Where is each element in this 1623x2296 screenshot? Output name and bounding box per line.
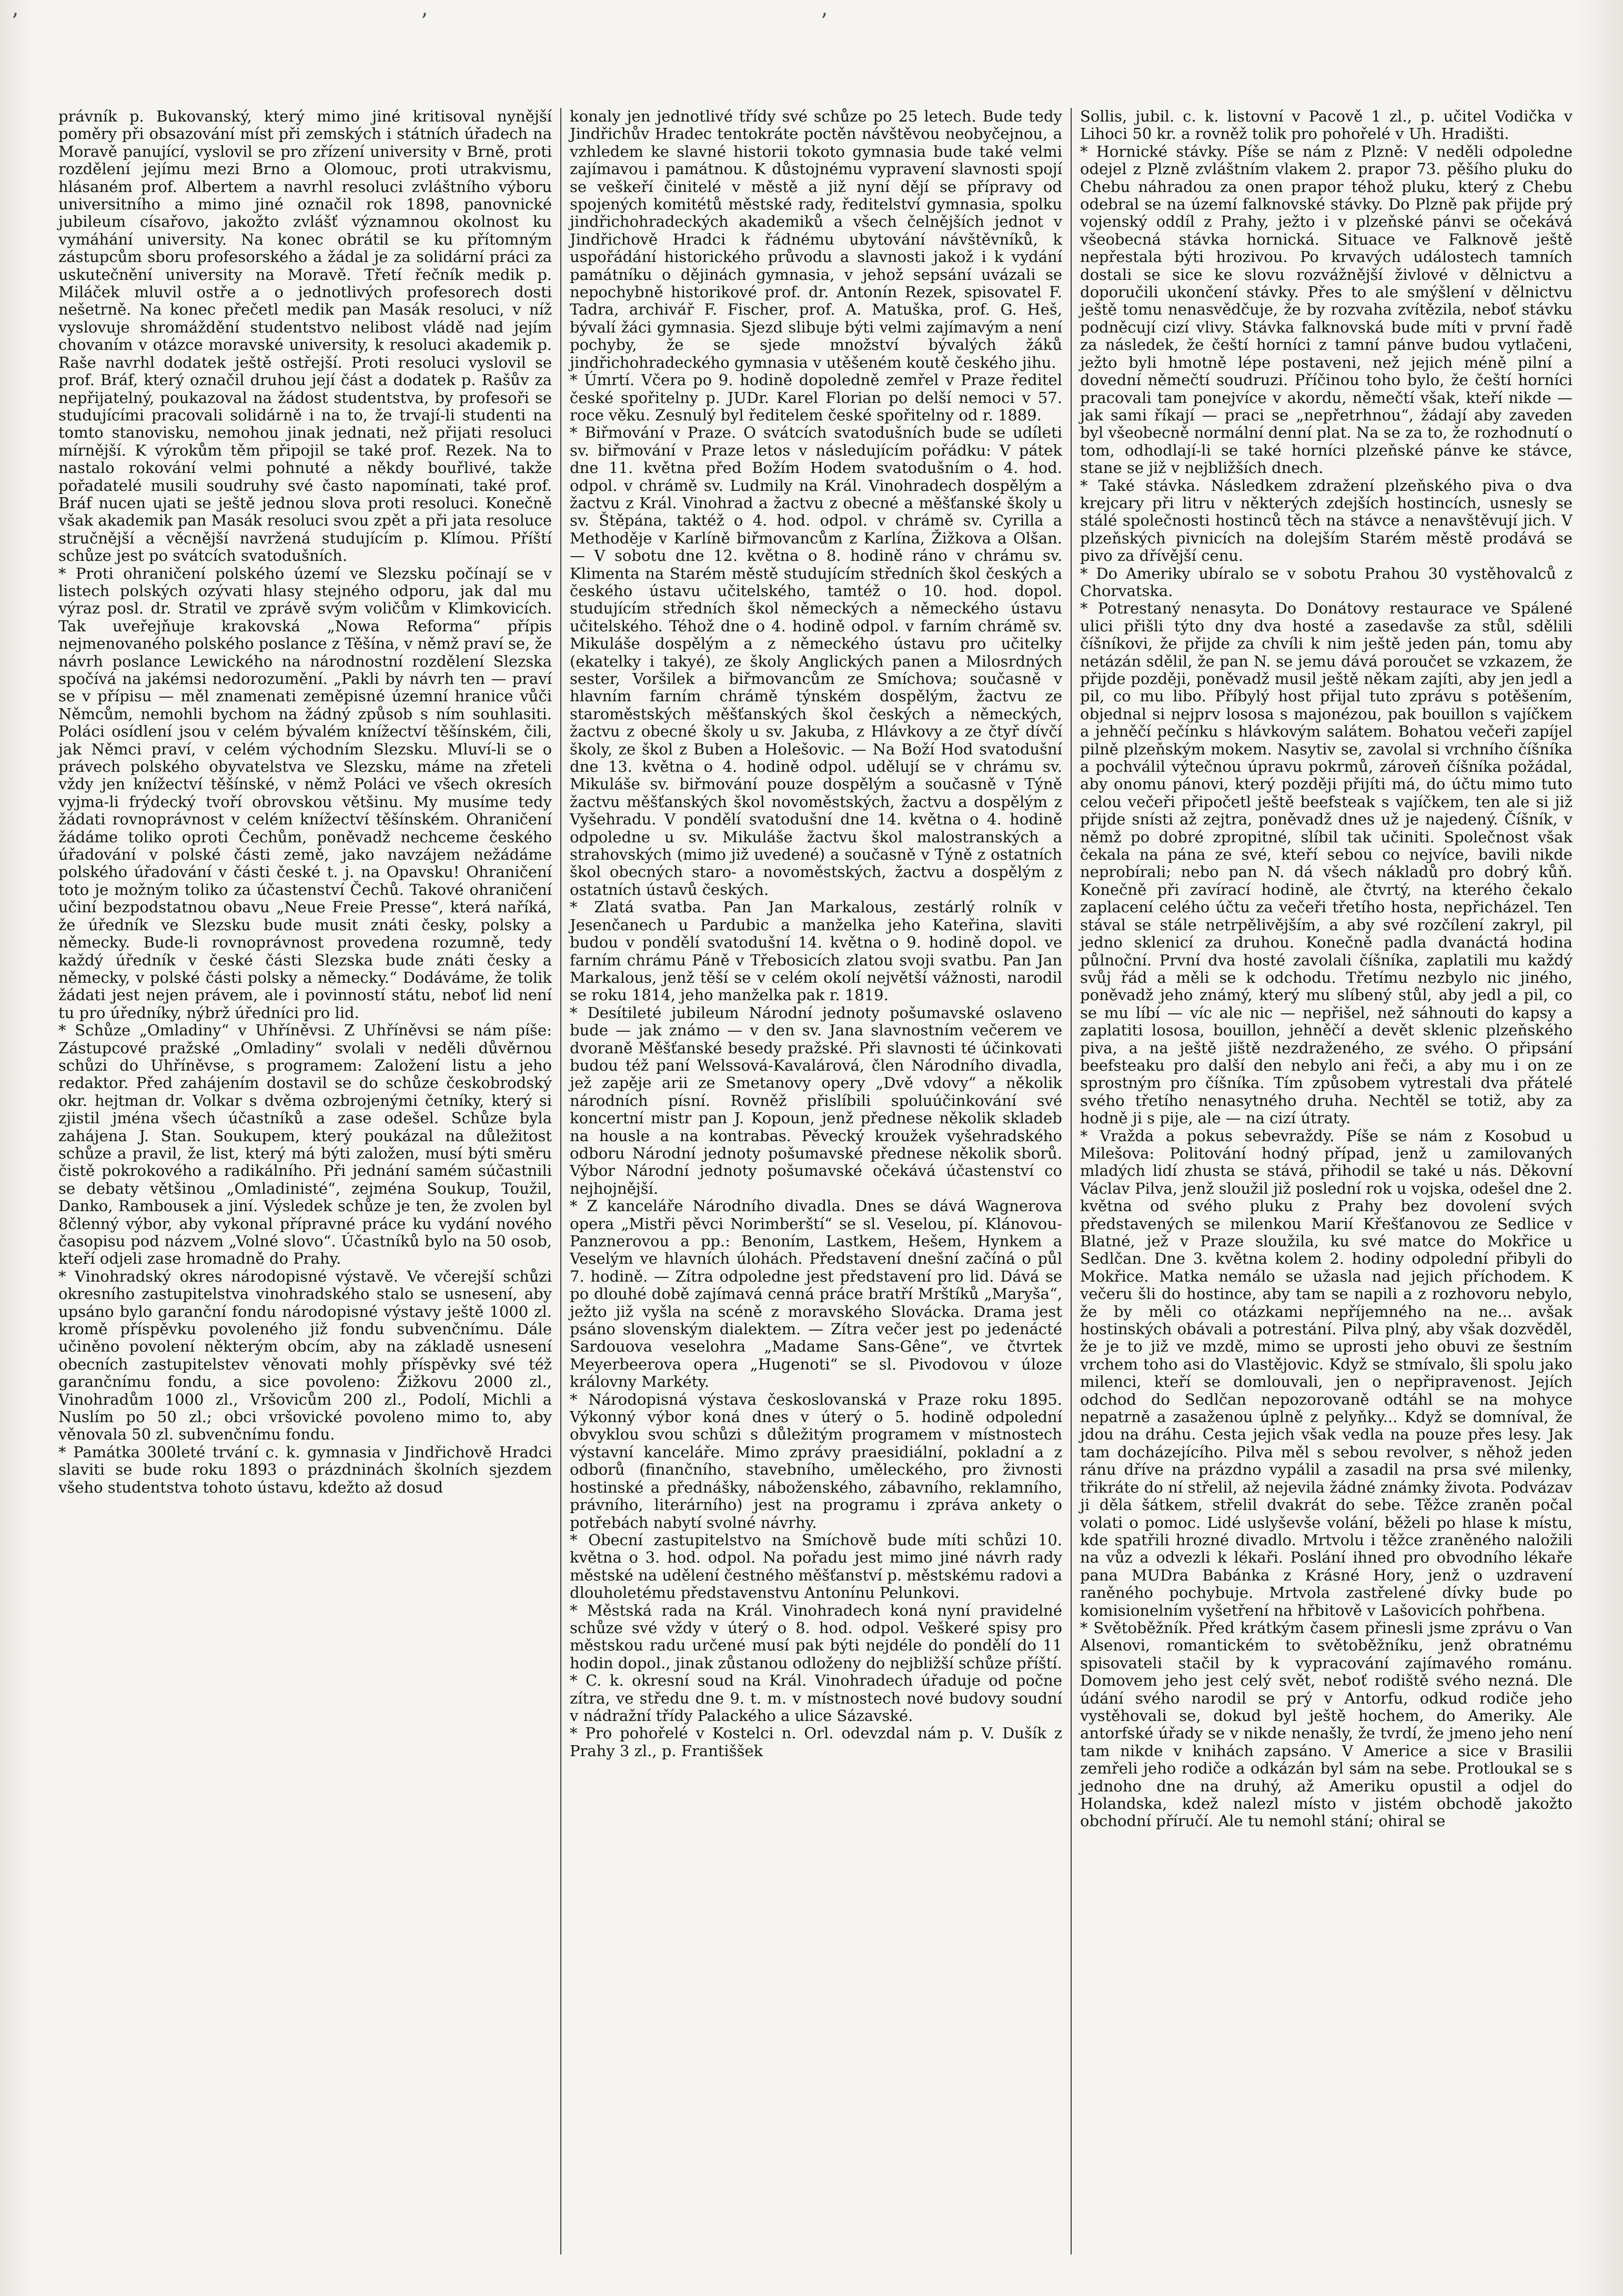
- column-2: [560, 108, 1071, 2254]
- column-1: [50, 108, 560, 2254]
- paragraph-university: právník p. Bukovanský, který mimo jiné kritisoval nynější poměry při obsazování míst při zemských i státních úřadech na Moravě panující, vyslovil se pro zřízení university v Brně, proti rozdělení jejímu mezi Brno a Olomouc, proti utrakvismu, hlásaném prof. Albertem a navrhl resoluci zvláštního výboru universitního a mimo jiné označil rok 1898, panovnické jubileum císařovo, jakožto zvlášť významnou okolnost ku vymáhání university. Na konec obrátil se ku přítomným zástupcům sboru profesorského a žádal je za solidární práci za uskutečnění university na Moravě. Třetí řečník medik p. Miláček mluvil ostře a o jednotlivých profesorech dosti nešetrně. Na konec přečetl medik pan Masák resoluci, v níž vyslovuje shromáždění studentstvo nelibost vládě nad jejím chovaním v otázce moravské university, k resoluci akademik p. Raše navrhl dodatek ještě ostřejší. Proti resoluci vyslovil se prof. Bráf, který označil druhou její část a dodatek p. Rašův za nepřijatelný, poukazoval na žádost studentstva, by profesoři se studujícími pracovali solidárně i na to, že trvají-li studenti na tomto stanovisku, nemohou jinak jednati, než přijati resoluci mírnější. K výrokům těm připojil se také prof. Rezek. Na to nastalo rokování velmi pohnuté a někdy bouřlivé, takže pořadatelé musili soudruhy své často napomínati, také prof. Bráf nucen ujati se ještě jednou slova proti resoluci. Konečně však akademik pan Masák resoluci svou zpět a při jata resoluce stručnější a věcnější navržená studujícím p. Klímou. Příští schůze jest po svátcích svatodušních.: [58, 108, 552, 565]
- paragraph-city-council: * Městská rada na Král. Vinohradech koná nyní pravidelné schůze své vždy v úterý o 8. hod. odpol. Veškeré spisy pro městskou radu určené musí pak býti nejdéle do pondělí do 11 hodin dopol., jinak zůstanou odloženy do nejbližší schůze příští.: [570, 1601, 1062, 1672]
- paragraph-america: * Do Ameriky ubíralo se v sobotu Prahou 30 vystěhovalců z Chorvatska.: [1080, 564, 1572, 600]
- paragraph-court: * C. k. okresní soud na Král. Vinohradech úřaduje od počne zítra, ve středu dne 9. t. m. v místnostech nové budovy soudní v nádražní třídy Palackého a ulice Sázavské.: [570, 1671, 1062, 1725]
- paragraph-vinohrady-exhibition: * Vinohradský okres národopisné výstavě. Ve včerejší schůzi okresního zastupitelstva vinohradského stalo se usnesení, aby upsáno bylo garanční fondu národopisné výstavy ještě 1000 zl. kromě příspěvku povoleného již fondu subvenčnímu. Dále učiněno povolení některým obcím, aby na základě usnesení obecních zastupitelstev věnovati mohly příspěvky své též garančnímu fondu, a sice povoleno: Žižkovu 2000 zl., Vinohradům 1000 zl., Vršovicům 200 zl., Podolí, Michli a Nuslím po 50 zl.; obci vršovické povoleno mimo to, aby věnovala 50 zl. subvenčnímu fondu.: [58, 1267, 552, 1444]
- paragraph-murder: * Vražda a pokus sebevraždy. Píše se nám z Kosobud u Milešova: Politování hodný případ, jenž u zamilovaných mladých lidí zhusta se stává, přihodil se také u nás. Děkovní Václav Pilva, jenž sloužil již poslední rok u vojska, odešel dne 2. května od svého pluku z Prahy bez dovolení svých představených se milenkou Marií Křešťanovou ze Sedlice v Blatné, jež v Praze sloužila, ku své matce do Mokřice u Sedlčan. Dne 3. května kolem 2. hodiny odpolední přibyli do Mokřice. Matka nemálo se užasla nad jejich příchodem. K večeru šli do hostince, aby tam se napili a z rozhovoru nebylo, že by měli co otázkami nepříjemného na ne... avšak hostinských obávali a potrestání. Pilva plný, aby však dozvěděl, že je to již ve mzdě, mimo se uprosti jeho obuvi ze šestním vrchem toho asi do Vlastějovic. Když se stmívalo, šli spolu jako milenci, kteří se domlouvali, jen o nepřipravenost. Jejích odchod do Sedlčan nepozorovaně odtáhl se na mohyce nepatrně a zasaženou úplně z pelyňky... Když se domníval, že jdou na dráhu. Cesta jejich však vedla na pouze přes lesy. Jak tam docházejícího. Pilva měl s sebou revolver, s něhož jeden ránu dříve na prázdno vypálil a zasadil na prsa své milenky, třikráte do ní střelil, až nejevila žádné známky života. Podvázav ji děla šátkem, střelil dvakrát do sebe. Těžce zraněn počal volati o pomoc. Lidé uslyševše volání, běželi po hlase k místu, kde spatřili hrozné divadlo. Mrtvolu i těžce zraněného naložili na vůz a odvezli k lékaři. Poslání ihned pro obvodního lékaře pana MUDra Babánka z Krásné Hory, jenž o uzdravení raněného pochybuje. Mrtvola zastřelené dívky bude po komisionelním vyšetření na hřbitově v Lašovicích pohřbena.: [1080, 1126, 1572, 1619]
- paragraph-gymnasium: * Památka 300leté trvání c. k. gymnasia v Jindřichově Hradci slaviti se bude roku 1893 o prázdninách školních sjezdem všeho studentstva tohoto ústavu, kdežto až dosud: [58, 1443, 552, 1496]
- paragraph-ethnographic-exhibition: * Národopisná výstava českoslovanská v Praze roku 1895. Výkonný výbor koná dnes v úterý o 5. hodině odpolední obvyklou svou schůzi s důležitým programem v místnostech výstavní kanceláře. Mimo zprávy praesidiální, pokladní a z odborů (finančního, stavebního, uměleckého, pro živnosti hostinské a přednášky, náboženského, zábavního, reklamního, právního, literárního) jest na programu i zpráva ankety o potřebách nabytí svolné návrhy.: [570, 1390, 1062, 1532]
- paragraph-donations: Sollis, jubil. c. k. listovní v Pacově 1 zl., p. učitel Vodička v Lihoci 50 kr. a rovněž tolik pro pohořelé v Uh. Hradišti.: [1080, 108, 1572, 143]
- paragraph-golden-wedding: * Zlatá svatba. Pan Jan Markalous, zestárlý rolník v Jesenčanech u Pardubic a manželka jeho Kateřina, slaviti budou v pondělí svatodušní 14. května o 9. hodině dopol. ve farním chrámu Páně v Třebosicích zlatou svoji svatbu. Pan Jan Markalous, jenž těší se v celém okolí největší vážnosti, narodil se roku 1814, jeho manželka pak r. 1819.: [570, 898, 1062, 1004]
- paragraph-glutton: * Potrestaný nenasyta. Do Donátovy restaurace ve Spálené ulici přišli týto dny dva hosté a zasedavše za stůl, sdělili číšníkovi, že přijde za chvíli k nim ještě jeden pán, tomu aby netázán sdělil, že pan N. se jemu dává poroučet se vzkazem, že přijde později, poněvadž musil ještě někam zajíti, aby jen jedl a pil, co mu libo. Příbylý host přijal tuto zprávu s potěšením, objednal si nejprv lososa s majonézou, pak bouillon s vajíčkem a jehněčí pečínku s hlávkovým salátem. Bohatou večeři zapíjel pilně plzeňským mokem. Nasytiv se, zavolal si vrchního číšníka a pochválil výtečnou úpravu pokrmů, zároveň číšníka požádal, aby onomu pánovi, který později přijíti má, do účtu mimo tuto celou večeři připočetl ještě beefsteak s vajíčkem, ten ale si již přijde snísti až zejtra, poněvadž dnes už je najedený. Číšník, v němž po dobré zpropitné, slíbil tak učiniti. Společnost však čekala na pána ze své, kteří sebou co nejvíce, bavili nikde neprobírali; nebo pan N. dá všech nákladů pro dobrý kůň. Konečně při zavírací hodině, ale čtvrtý, na kterého čekalo zaplacení celého účtu za večeři třetího hosta, nepřicházel. Ten stával se stále netrpělivějším, a aby své rozčílení zakryl, pil jedno sklenicí za druhou. Konečně padla dvanáctá hodina půlnoční. První dva hosté zavolali číšníka, zaplatili mu každý svůj řád a měli se k odchodu. Třetímu nezbylo nic jiného, poněvadž jeho známý, který mu slíbený stůl, aby jedl a pil, co se mu líbí — víc ale nic — nepřišel, než sáhnouti do kapsy a zaplatiti lososa, bouillon, jehněčí a devět sklenic plzeňského piva, a na ještě jiště nezdraženého, ze svého. O připsání beefsteaku pro další den nebylo ani řeči, a aby mu i on ze sprostným pro číšníka. Tím způsobem vytrestali dva přátelé svého třetího nenasytného druha. Nechtěl se totiž, aby za hodně ji s pije, ale — na cizí útraty.: [1080, 599, 1572, 1127]
- paragraph-silesia: * Proti ohraničení polského území ve Slezsku počínají se v listech polských ozývati hlasy stejného odporu, jak dal mu výraz posl. dr. Stratil ve zprávě svým voličům v Klimkovicích. Tak uveřejňuje krakovská „Nowa Reforma“ přípis nejmenovaného polského poslance z Těšína, v němž praví se, že návrh poslance Lewického na národnostní rozdělení Slezska spočívá na jakémsi nedorozumění. „Pakli by návrh ten — praví se v přípisu — měl znamenati zeměpisné územní hranice vůči Němcům, nemohli bychom na žádný způsob s ním souhlasiti. Poláci osídlení jsou v celém bývalém knížectví těšínském, čili, jak Němci praví, v celém východním Slezsku. Mluví-li se o právech polského obyvatelstva ve Slezsku, máme na zřeteli vždy jen knížectví těšínské, v němž Poláci ve všech okresích vyjma-li frýdecký tvoří obrovskou většinu. My musíme tedy žádati rovnoprávnost v celém knížectví těšínském. Ohraničení žádáme toliko oproti Čechům, poněvadž nechceme českého úřadování v polské části země, jako navzájem nežádáme polského úřadování v části české t. j. na Opavsku! Ohraničení toto je možným toliko za účastenství Čechů. Takové ohraničení učiní bezpodstatnou obavu „Neue Freie Presse“, která naříká, že úředník ve Slezsku bude musit znáti česky, polsky a německy. Bude-li rovnoprávnost provedena rozumně, tedy každý úředník v české části Slezska bude znáti česky a německy, v polské části polsky a německy.“ Dodáváme, že tolik žádati jest nejen právem, ale i povinností státu, neboť lid není tu pro úředníky, nýbrž úředníci pro lid.: [58, 564, 552, 1022]
- page-edge-marks: [0, 0, 1623, 47]
- paragraph-jubilee: * Desítileté jubileum Národní jednoty pošumavské oslaveno bude — jak známo — v den sv. Jana slavnostním večerem ve dvoraně Měšťanské besedy pražské. Při slavnosti té účinkovati budou též paní Welssová-Kavalárová, člen Národního divadla, jež zapěje arii ze Smetanovy opery „Dvě vdovy“ a několik národních písní. Rovněž přislíbili spoluúčinkování své koncertní mistr pan J. Kopoun, jenž přednese několik skladeb na housle a na kontrabas. Pěvecký kroužek vyšehradského odboru Národní jednoty pošumavské přednese několik sborů. Výbor Národní jednoty pošumavské očekává účastenství co nejhojnější.: [570, 1003, 1062, 1197]
- edge-mark-mid: ’: [421, 9, 428, 34]
- paragraph-miners-strike: * Hornické stávky. Píše se nám z Plzně: V neděli odpoledne odejel z Plzně zvláštním vlakem 2. prapor 73. pěšího pluku do Chebu náhradou za onen prapor téhož pluku, který z Chebu odebral se na území falknovské stávky. Do Plzně pak přijde prý vojenský oddíl z Prahy, ježto i v plzeňské pánvi se očekává všeobecná stávka hornická. Situace ve Falknově ještě nepřestala býti hrozivou. Po krvavých událostech tamních dostali se sice ke slovu rozvážnější živlové v dělnictvu a doporučili ukončení stávky. Přes to ale smýšlení v dělnictvu ještě tomu nenasvědčuje, že by rozvaha zvítězila, neboť stávku podněcují cizí vlivy. Stávka falknovská bude míti v první řadě za následek, že čeští horníci z tamní pánve budou vytlačeni, ježto byli hmotně lépe postaveni, než jejich méně pilní a dovední němečtí soudruzi. Příčinou toho bylo, že čeští horníci pracovali tam ponejvíce v akordu, němečtí však, kteří nikde — jak sami říkají — praci se „nepřetrhnou“, žádají aby zaveden byl všeobecně normální denní plat. Na se za to, že rozhodnutí o tom, odhodlají-li se také horníci plzeňské pánve ke stávce, stane se již v nejbližších dnech.: [1080, 142, 1572, 477]
- column-3: [1071, 108, 1581, 2254]
- edge-mark-mid2: ’: [821, 9, 828, 34]
- paragraph-death: * Úmrtí. Včera po 9. hodině dopoledně zemřel v Praze ředitel české spořitelny p. JUDr. Karel Florian po delší nemoci v 57. roce věku. Zesnulý byl ředitelem české spořitelny od r. 1889.: [570, 371, 1062, 424]
- paragraph-theatre: * Z kanceláře Národního divadla. Dnes se dává Wagnerova opera „Mistři pěvci Norimberští“ se sl. Veselou, pí. Klánovou-Panznerovou a pp.: Benoním, Lastkem, Hešem, Hynkem a Veselým ve hlavních úlohách. Představení dnešní začíná o půl 7. hodině. — Zítra odpoledne jest představení pro lid. Dává se po dlouhé době zajímavá cenná práce bratří Mrštíků „Maryša“, ježto již vyšla na scéně z moravského Slovácka. Drama jest psáno slovenským dialektem. — Zítra večer jest po jedenácté Sardouova veselohra „Madame Sans-Gêne“, ve čtvrtek Meyerbeerova opera „Hugenoti“ se sl. Pivodovou v úloze královny Markéty.: [570, 1197, 1062, 1391]
- paragraph-beer-strike: * Také stávka. Následkem zdražení plzeňského piva o dva krejcary při litru v některých zdejších hostincích, usnesly se stálé společnosti hostinců těch na stávce a nenavštěvují jich. V plzeňských pivnicích na dolejším Starém městě prodává se pivo za dřívější cenu.: [1080, 476, 1572, 565]
- paragraph-globetrotter: * Světoběžník. Před krátkým časem přinesli jsme zprávu o Van Alsenovi, romantickém to světoběžníku, jenž obratnému spisovateli stačil by k vypracování zajímavého románu. Domovem jeho jest celý svět, neboť rodiště svého nezná. Dle údání svého narodil se prý v Antorfu, odkud rodiče jeho vystěhovali se, dokud byl ještě hochem, do Ameriky. Ale antorfské úřady se v nikde nenašly, že tvrdí, že jmeno jeho není tam nikde v knihách zapsáno. V Americe a sice v Brasilii zemřeli jeho rodiče a odkázán byl sám na sebe. Protloukal se s jednoho dne na druhý, až Ameriku opustil a odjel do Holandska, kdež nalezl místo v jistém obchodě jakožto obchodní příručí. Ale tu nemohl stání; ohiral se: [1080, 1618, 1572, 1830]
- text-columns: [50, 108, 1581, 2254]
- paragraph-confirmation: * Biřmování v Praze. O svátcích svatodušních bude se udíleti sv. biřmování v Praze letos v následujícím pořádku: V pátek dne 11. května před Božím Hodem svatodušním o 4. hod. odpol. v chrámě sv. Ludmily na Král. Vinohradech dospělým a žactvu z Král. Vinohrad a žactvu z obecné a měšťanské školy u sv. Štěpána, taktéž o 4. hod. odpol. v chrámě sv. Cyrilla a Methoděje v Karlíně biřmovancům z Karlína, Žižkova a Olšan. — V sobotu dne 12. května o 8. hodině ráno v chrámu sv. Klimenta na Starém městě studujícím středních škol českých a českého ústavu učitelského, tamtéž o 10. hod. dopol. studujícím středních škol německých a německého ústavu učitelského. Téhož dne o 4. hodině odpol. v farním chrámě sv. Mikuláše dospělým a z německého ústavu pro učitelky (ekatelky i takyé), ze školy Anglických panen a Milosrdných sester, Voršilek a biřmovancům ze Smíchova; současně v hlavním farním chrámě týnském dospělým, žactvu ze staroměstských měšťanských škol českých a německých, žactvu z obecné školy u sv. Jakuba, z Hlávkovy a ze čtyř dívčí školy, ze škol z Buben a Holešovic. — Na Boží Hod svatodušní dne 13. května o 4. hodině odpol. udělují se v chrámu sv. Mikuláše sv. biřmování pouze dospělým a současně v Týně žactvu měšťanských škol novoměstských, žactvu a dospělým z Vyšehradu. V pondělí svatodušní dne 14. května o 4. hodině odpoledne u sv. Mikuláše žactvu škol malostranských a strahovských (mimo již uvedené) a současně v Týně z ostatních škol obecných staro- a novoměstských, žactvu a dospělým z ostatních ústavů českých.: [570, 424, 1062, 899]
- paragraph-omladina: * Schůze „Omladiny“ v Uhříněvsi. Z Uhříněvsi se nám píše: Zástupcové pražské „Omladiny“ svolali v neděli důvěrnou schůzi do Uhříněvse, s programem: Založení listu a jeho redaktor. Před zahájením dostavil se do schůze českobrodský okr. hejtman dr. Volkar s dvěma ozbrojenými četníky, který si zjistil jména všech účastníků a zase odešel. Schůze byla zahájena J. Stan. Soukupem, který poukázal na důležitost schůze a pravil, že list, který má býti založen, musí býti směru čistě pokrokového a radikálního. Při jednání samém súčastnili se debaty většinou „Omladinisté“, zejména Soukup, Toužil, Danko, Rambousek a jiní. Výsledek schůze je ten, že zvolen byl 8členný výbor, aby vykonal přípravné práce ku vydání nového časopisu pod názvem „Volné slovo“. Účastníků bylo na 50 osob, kteří odjeli zase hromadně do Prahy.: [58, 1021, 552, 1268]
- edge-mark-left: ’: [12, 9, 18, 34]
- paragraph-gymnasium-cont: konaly jen jednotlivé třídy své schůze po 25 letech. Bude tedy Jindřichův Hradec tentokráte poctěn návštěvou neobyčejnou, a vzhledem ke slavné historii tokoto gymnasia bude také velmi zajímavou i památnou. K důstojnému vypravení slavnosti spojí se veškeří činitelé v městě a již nyní dějí se přípravy od spojených komitétů městské rady, ředitelství gymnasia, spolku jindřichohradeckých akademiků a všech čelnějších jednot v Jindřichově Hradci k řádnému ubytování návštěvníků, k uspořádání historického průvodu a slavnosti jakož i k vydání památníku o dějinách gymnasia, v jehož sepsání uvázali se nepochybně historikové prof. dr. Antonín Rezek, spisovatel F. Tadra, archivář F. Fischer, prof. A. Matuška, prof. G. Heš, bývalí žáci gymnasia. Sjezd slibuje býti velmi zajímavým a není pochyby, že se sjede množství bývalých žáků jindřichohradeckého gymnasia v utěšeném koutě českého jihu.: [570, 108, 1062, 371]
- paragraph-smichov: * Obecní zastupitelstvo na Smíchově bude míti schůzi 10. května o 3. hod. odpol. Na pořadu jest mimo jiné návrh rady městské na udělení čestného měšťanství p. městskému radovi a dlouholetému představenstvu Antonínu Pelunkovi.: [570, 1530, 1062, 1602]
- paragraph-fire-victims: * Pro pohořelé v Kostelci n. Orl. odevzdal nám p. V. Dušík z Prahy 3 zl., p. Františšek: [570, 1724, 1062, 1760]
